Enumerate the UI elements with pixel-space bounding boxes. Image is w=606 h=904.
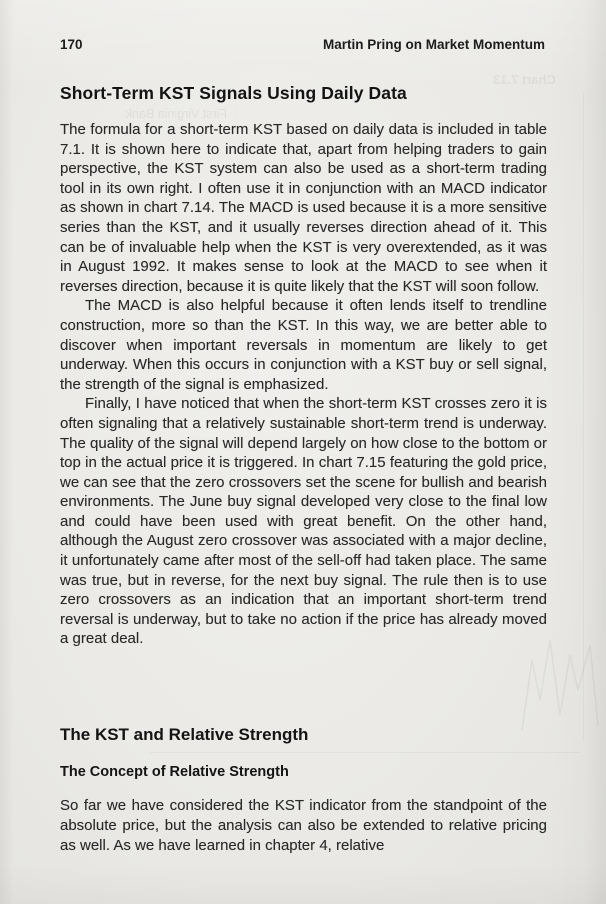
subsection-heading-concept-relative-strength: The Concept of Relative Strength xyxy=(60,764,289,780)
bleedthrough-chart-border-line xyxy=(583,92,584,742)
section-heading-short-term-kst: Short-Term KST Signals Using Daily Data xyxy=(60,83,407,103)
bleedthrough-box-label: First Virginia Bank xyxy=(66,100,236,128)
body-text-section2 xyxy=(60,796,547,856)
paragraph: The formula for a short-term KST based on daily data is included in table 7.1. It is shown here to indicate that, apart from helping traders to gain perspective, the KST system can also be used as a short-term trading tool in its own right. I often use it in conjunction with an MACD indicator as shown in chart 7.14. The MACD is used because it is a more sensitive series than the KST, and it usually reverses direction ahead of it. This can be of invaluable help when the KST is very overextended, as it was in August 1992. It makes sense to look at the MACD to see when it reverses direction, because it is quite likely that the KST will soon follow. xyxy=(60,121,547,295)
bleedthrough-chart-border-line xyxy=(150,752,580,753)
paragraph: Finally, I have noticed that when the short-term KST crosses zero it is often signaling that a relatively sustainable short-term trend is underway. The quality of the signal will depend largely on how close to the bottom or top in the actual price it is triggered. In chart 7.15 featuring the gold price, we can see that the zero crossovers set the scene for bullish and bearish environments. The June buy signal developed very close to the final low and could have been used with great benefit. On the other hand, although the August zero crossover was associated with a major decline, it unfortunately came after most of the sell-off had taken place. The same was true, but in reverse, for the next buy signal. The rule then is to use zero crossovers as an indication that an important short-term trend reversal is underway, but to take no action if the price has already moved a great deal. xyxy=(60,395,547,648)
bleedthrough-chart-label: Chart 7.13 xyxy=(493,72,556,87)
page-number: 170 xyxy=(60,37,83,52)
section-heading-kst-relative-strength: The KST and Relative Strength xyxy=(60,725,309,744)
paragraph: So far we have considered the KST indicator from the standpoint of the absolute price, but the analysis can also be extended to relative pricing as well. As we have learned in chapter 4, relative xyxy=(60,797,547,854)
paragraph: The MACD is also helpful because it often lends itself to trendline construction, more so than the KST. In this way, we are better able to discover when important reversals in momentum are likely to get underway. When this occurs in conjunction with a KST buy or sell signal, the strength of the signal is emphasized. xyxy=(60,297,547,393)
running-head-title: Martin Pring on Market Momentum xyxy=(322,37,545,52)
body-text-section1 xyxy=(60,120,547,649)
running-header xyxy=(60,37,545,52)
